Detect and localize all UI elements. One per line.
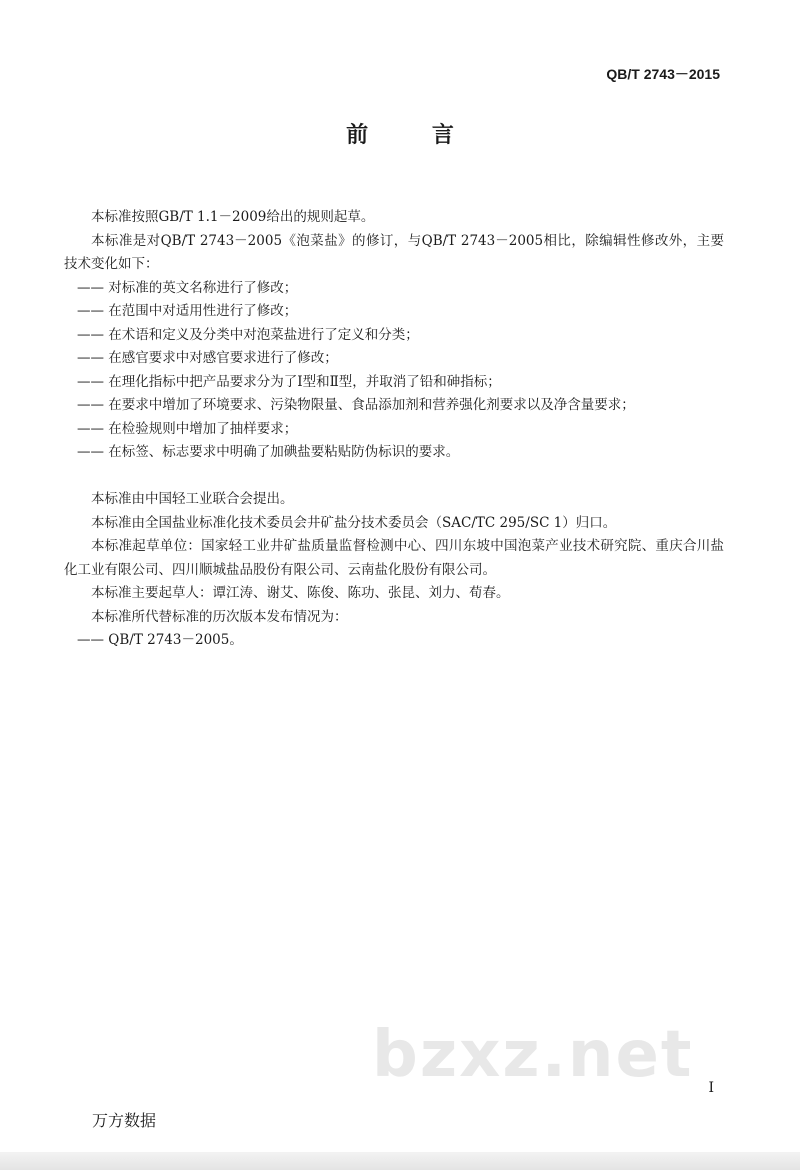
standard-code: QB/T 2743－2015 xyxy=(606,66,720,82)
previous-version-item: —— QB/T 2743－2005。 xyxy=(77,632,243,648)
document-body xyxy=(64,206,724,653)
footer-brand: 万方数据 xyxy=(92,1111,157,1130)
change-item: —— 在感官要求中对感官要求进行了修改； xyxy=(77,350,338,366)
paragraph-version-history: 本标准所代替标准的历次版本发布情况为： xyxy=(91,608,348,625)
paragraph-revision-summary: 本标准是对QB/T 2743－2005《泡菜盐》的修订，与QB/T 2743－2005相比，除编辑性修改外，主要技术变化如下： xyxy=(64,232,724,272)
change-item: —— 在标签、标志要求中明确了加碘盐要粘贴防伪标识的要求。 xyxy=(77,444,460,460)
change-item: —— 在理化指标中把产品要求分为了Ⅰ型和Ⅱ型，并取消了铅和砷指标； xyxy=(77,373,501,390)
spacer xyxy=(64,465,724,489)
page-title: 前 言 xyxy=(346,122,482,148)
paragraph-proposer: 本标准由中国轻工业联合会提出。 xyxy=(91,491,294,507)
watermark: bzxz.net xyxy=(372,1018,694,1092)
paragraph-drafters: 本标准主要起草人：谭江涛、谢艾、陈俊、陈功、张昆、刘力、荀春。 xyxy=(91,585,510,601)
change-item: —— 在检验规则中增加了抽样要求； xyxy=(77,420,298,437)
paragraph-drafting-rules: 本标准按照GB/T 1.1－2009给出的规则起草。 xyxy=(91,209,375,225)
change-item: —— 在要求中增加了环境要求、污染物限量、食品添加剂和营养强化剂要求以及净含量要求； xyxy=(77,397,635,413)
change-item: —— 在范围中对适用性进行了修改； xyxy=(77,303,298,319)
page-bottom-edge xyxy=(0,1152,800,1170)
paragraph-drafting-units: 本标准起草单位：国家轻工业井矿盐质量监督检测中心、四川东坡中国泡菜产业技术研究院、重庆合川盐化工业有限公司、四川顺城盐品股份有限公司、云南盐化股份有限公司。 xyxy=(64,538,724,578)
paragraph-jurisdiction: 本标准由全国盐业标准化技术委员会井矿盐分技术委员会（SAC/TC 295/SC 1）归口。 xyxy=(91,514,617,531)
change-item: —— 在术语和定义及分类中对泡菜盐进行了定义和分类； xyxy=(77,326,419,343)
page-number: I xyxy=(708,1080,714,1096)
change-item: —— 对标准的英文名称进行了修改； xyxy=(77,279,298,296)
